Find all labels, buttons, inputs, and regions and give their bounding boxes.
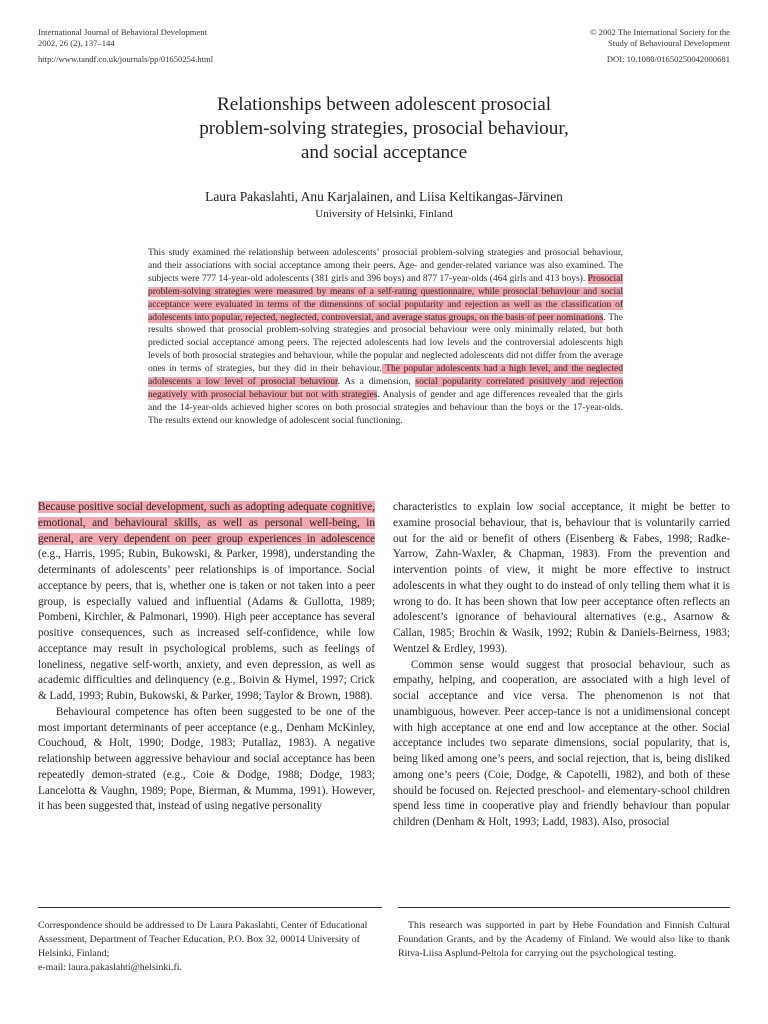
copyright-line-1: © 2002 The International Society for the — [589, 27, 730, 37]
body-column-right — [393, 500, 730, 831]
author-list: Laura Pakaslahti, Anu Karjalainen, and Liisa Keltikangas-Järvinen — [205, 189, 563, 204]
paragraph-text: (e.g., Harris, 1995; Rubin, Bukowski, & Parker, 1998), understanding the determinants of adolescents’ peer relationships is of importance. Social acceptance by peers, that is, whether one is taken or not taken into a peer group, is especially valued and influential (Adams & Gullotta, 1989; Pombeni, Kirchler, & Palmonari, 1990). High peer acceptance has several positive consequences, such as increased self-confidence, while low acceptance may result in psychological problems, such as feelings of loneliness, negative self-worth, anxiety, and even depression, as well as academic difficulties and delinquency (e.g., Boivin & Hymel, 1997; Crick & Ladd, 1993; Rubin, Bukowski, & Parker, 1998; Taylor & Brown, 1988). — [38, 548, 375, 702]
copyright-line-2: Study of Behavioural Development — [608, 38, 730, 48]
affiliation: University of Helsinki, Finland — [315, 208, 453, 220]
journal-issue: 2002, 26 (2), 137–144 — [38, 38, 115, 48]
body-paragraph: Common sense would suggest that prosocial behaviour, such as empathy, helping, and cooperation, are associated with a high level of social acceptance and vice versa. The phenomenon is not that unambiguous, however. Peer accep-tance is not a unidimensional concept with high acceptance at one end and low acceptance at the other. Social acceptance includes two separate dimensions, social popularity, that is, being liked among one’s peers, and social rejection, that is, being disliked among one’s peers (Coie, Dodge, & Capotelli, 1982), and both of these should be focused on. Rejected preschool- and elementary-school children spend less time in cooperative play and friendly behaviour than popular children (Denham & Holt, 1993; Ladd, 1983). Also, prosocial — [393, 658, 730, 828]
correspondence-address: Correspondence should be addressed to Dr Laura Pakaslahti, Center of Educational Assessment, Department of Teacher Education, P.O. Box 32, 00014 University of Helsinki, Finland; — [38, 920, 368, 959]
abstract-text: . The results showed that prosocial problem-solving strategies and prosocial behaviour were only minimally related, but both predicted social acceptance among peers. The rejected adolescents had low levels and the controversial adolescents high levels of both prosocial strategies and behaviour, while the popular and neglected adolescents did not differ from the average ones in terms of strategies, but they did in their behaviour. — [148, 312, 623, 375]
doi-text: DOI: 10.1080/01650250042000681 — [606, 54, 730, 64]
body-paragraph: Behavioural competence has often been suggested to be one of the most important determinants of peer acceptance (e.g., Denham McKinley, Couchoud, & Holt, 1990; Dodge, 1983; Putallaz, 1983). A negative relationship between aggressive behaviour and social acceptance has been repeatedly demon-strated (e.g., Coie & Dodge, 1988; Dodge, 1983; Lancelotta & Vaughn, 1989; Pope, Bierman, & Mumma, 1991). However, it has been suggested that, instead of using negative personality — [38, 705, 375, 813]
journal-name: International Journal of Behavioral Development — [38, 27, 207, 37]
journal-url-link[interactable]: http://www.tandf.co.uk/journals/pp/01650254.html — [38, 54, 214, 64]
abstract-text: . Analysis of gender and age differences revealed that the girls and the 14-year-olds achieved higher scores on both prosocial strategies and behaviour than the boys or the 17-year-olds. The results extend our knowledge of adolescent social functioning. — [148, 389, 623, 426]
body-paragraph — [38, 500, 375, 705]
correspondence-footnote — [38, 919, 382, 975]
journal-header — [38, 27, 207, 49]
title-line-1: Relationships between adolescent prosocial — [216, 94, 552, 115]
highlight-annotation[interactable]: Because positive social development, such as adopting adequate cognitive, emotional, and behavioural skills, as well as personal well-being, in general, are very dependent on peer group experiences in adolescence — [38, 501, 375, 545]
highlight-annotation[interactable]: Prosocial problem-solving strategies were measured by means of a self-rating questionnaire, while prosocial behaviour and social acceptance were evaluated in terms of the dimensions of social popularity and rejection as well as the classification of adolescents into popular, rejected, neglected, controversial, and average status groups, on the basis of peer nominations — [148, 273, 623, 323]
abstract — [148, 247, 623, 428]
body-paragraph: characteristics to explain low social acceptance, it might be better to examine prosocial behaviour, that is, behaviour that is voluntarily carried out for the aid or benefit of others (Eisenberg & Fabes, 1998; Radke-Yarrow, Zahn-Waxler, & Chapman, 1983). From the prevention and intervention points of view, it might be more effective to instruct adolescents in what they ought to do instead of only telling them what it is wrong to do. It has been shown that low peer acceptance often reflects an adolescent’s ignorance of behavioural alternatives (e.g., Asarnow & Callan, 1985; Brochin & Wasik, 1992; Rubin & Daniels-Beirness, 1983; Wentzel & Erdley, 1993). — [393, 501, 730, 655]
abstract-text: This study examined the relationship between adolescents’ prosocial problem-solving strategies and prosocial behaviour, and their associations with social acceptance among their peers. Age- and gender-related variance was also examined. The subjects were 777 14-year-old adolescents (381 girls and 396 boys) and 877 17-year-olds (464 girls and 413 boys). — [148, 248, 623, 284]
footnote-divider-left — [38, 907, 382, 908]
highlight-annotation[interactable]: The popular adolescents had a high level, and the neglected adolescents a low level of prosocial behaviour — [148, 364, 623, 388]
abstract-text: . As a dimension, — [337, 377, 416, 388]
article-title — [0, 93, 768, 165]
acknowledgement-footnote — [398, 919, 730, 961]
title-line-3: and social acceptance — [300, 142, 468, 163]
footnote-divider-right — [398, 907, 730, 908]
acknowledgement-text: This research was supported in part by Hebe Foundation and Finnish Cultural Foundation Grants, and by the Academy of Finland. We would also like to thank Ritva-Liisa Asplund-Peltola for carrying out the psychological testing. — [398, 920, 730, 959]
title-line-2: problem-solving strategies, prosocial behaviour, — [199, 118, 569, 139]
copyright-header — [590, 27, 730, 49]
body-column-left — [38, 500, 375, 815]
highlight-annotation[interactable]: social popularity correlated positively and rejection negatively with prosocial behaviour but not with strategies — [148, 377, 623, 400]
correspondence-email[interactable]: e-mail: laura.pakaslahti@helsinki.fi. — [38, 961, 183, 973]
